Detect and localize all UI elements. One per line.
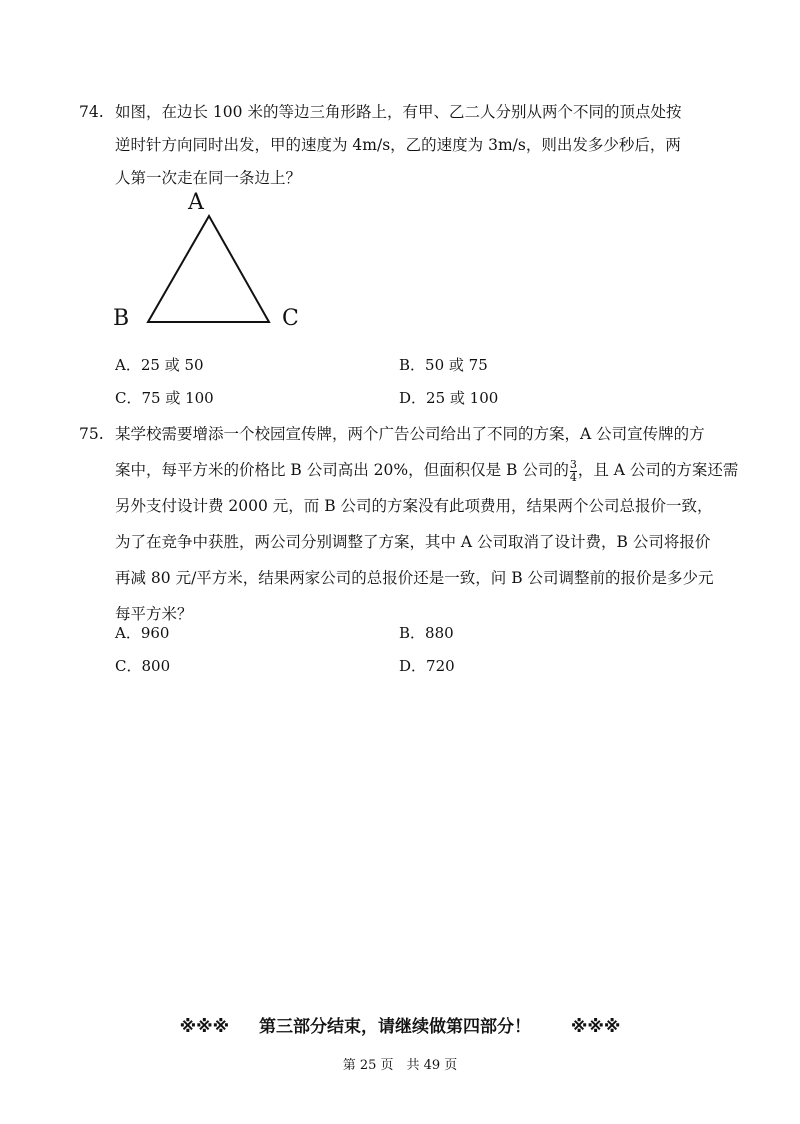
option-d[interactable]: D．720 [399,657,455,675]
vertex-label-c: C [282,306,299,331]
question-text-line: 某学校需要增添一个校园宣传牌，两个广告公司给出了不同的方案，A 公司宣传牌的方 [115,425,705,443]
option-c[interactable]: C．75 或 100 [115,389,214,407]
question-text-line: 人第一次走在同一条边上？ [115,169,302,187]
question-number: 75. [79,425,104,443]
triangle-figure [108,190,308,340]
text-segment: ，且 A 公司的方案还需 [577,461,739,479]
fraction [570,459,577,484]
option-b[interactable]: B．50 或 75 [399,356,488,374]
triangle-shape [148,216,269,322]
reference-mark-left: ※※※ [179,1017,230,1037]
question-text-line: 如图，在边长 100 米的等边三角形路上，有甲、乙二人分别从两个不同的顶点处按 [115,103,682,121]
fraction-denominator: 4 [569,470,577,484]
option-b[interactable]: B．880 [399,624,454,642]
vertex-label-a: A [188,190,204,215]
question-text-line: 为了在竞争中获胜，两公司分别调整了方案，其中 A 公司取消了设计费，B 公司将报价 [115,533,711,551]
question-text-line: 每平方米？ [115,605,193,623]
reference-mark-right: ※※※ [570,1017,621,1037]
section-end-message: 第三部分结束，请继续做第四部分！ [259,1017,531,1037]
vertex-label-b: B [113,306,130,331]
triangle-svg [108,190,308,340]
question-text-line: 另外支付设计费 2000 元，而 B 公司的方案没有此项费用，结果两个公司总报价一致， [115,497,713,515]
option-d[interactable]: D．25 或 100 [399,389,499,407]
option-c[interactable]: C．800 [115,657,171,675]
page-number: 第 25 页 共 49 页 [342,1058,458,1073]
text-segment: 案中，每平方米的价格比 B 公司高出 20%，但面积仅是 B 公司的 [115,461,569,479]
question-text-line: 逆时针方向同时出发，甲的速度为 4m/s，乙的速度为 3m/s，则出发多少秒后，两 [115,136,681,154]
fraction-numerator: 3 [569,457,577,471]
question-text-line: 再减 80 元/平方米，结果两家公司的总报价还是一致，问 B 公司调整前的报价是多少元 [115,569,714,587]
section-end-notice [0,1012,800,1037]
question-number: 74. [79,103,104,121]
option-a[interactable]: A．25 或 50 [115,356,204,374]
question-75 [79,416,739,632]
option-a[interactable]: A．960 [115,624,170,642]
question-text-line [79,452,739,488]
question-74 [79,96,739,195]
